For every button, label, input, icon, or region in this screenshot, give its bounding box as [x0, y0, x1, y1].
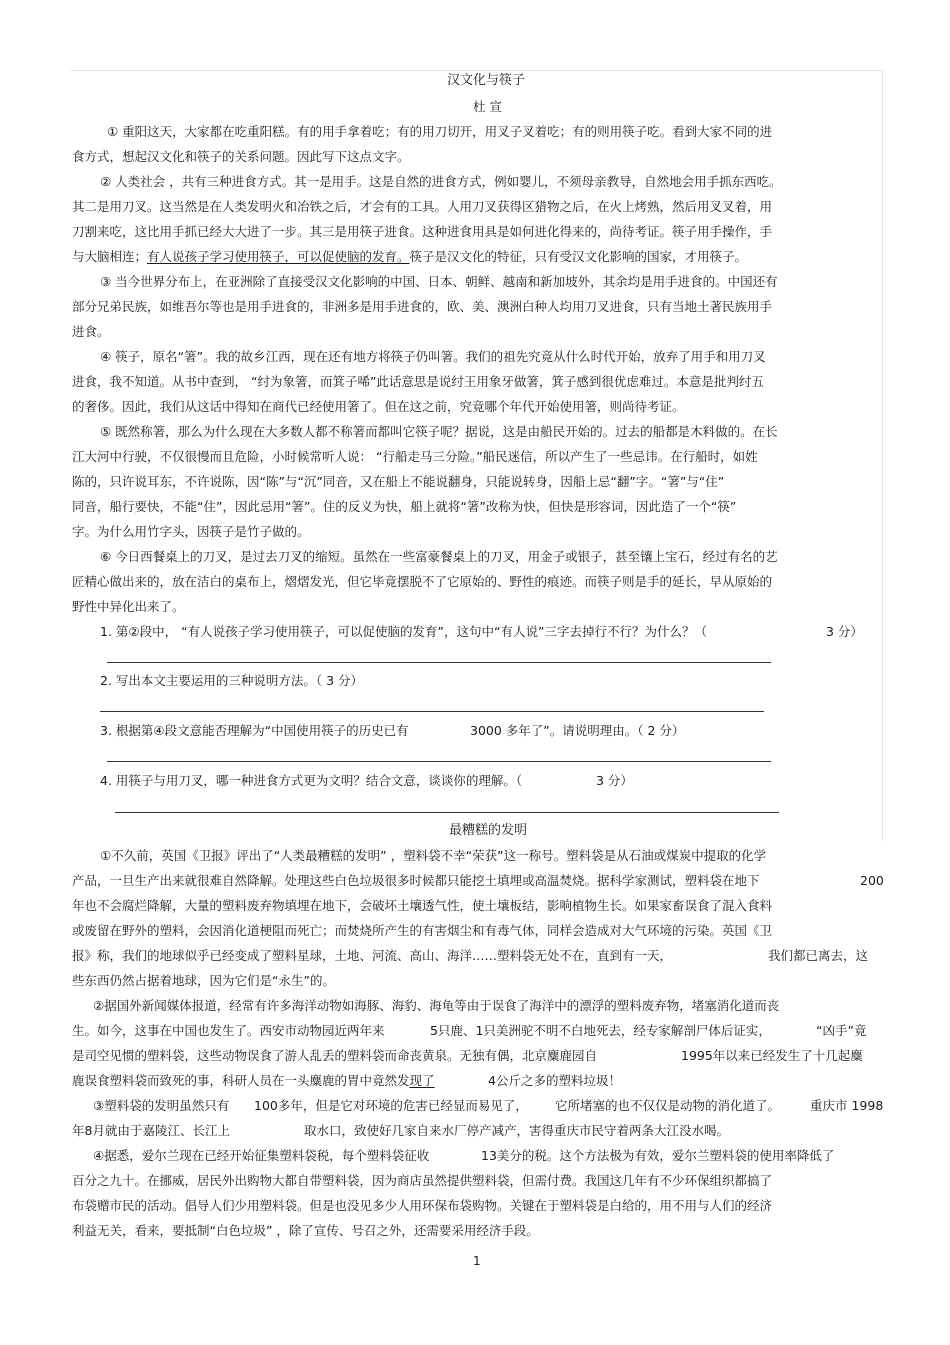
- paragraph-line: ① 重阳这天，大家都在吃重阳糕。有的用手拿着吃；有的用刀切开，用叉子叉着吃；有的则用筷子吃。看到大家不同的进: [107, 124, 773, 139]
- answer-line-2[interactable]: [100, 711, 764, 712]
- article-title: 汉文化与筷子: [447, 73, 526, 88]
- question-4: 4. 用筷子与用刀叉，哪一种进食方式更为文明？结合文意，谈谈你的理解。（: [100, 773, 523, 788]
- answer-line-3[interactable]: [107, 761, 771, 762]
- answer-line-4[interactable]: [115, 812, 779, 813]
- paragraph-line: 或废留在野外的塑料，会因消化道梗阻而死亡；而焚烧所产生的有害烟尘和有毒气体，同样会造成对大气环境的污染。英国《卫: [72, 923, 773, 938]
- page-number: 1: [473, 1254, 481, 1268]
- paragraph-line: 1995年以来已经发生了十几起麋: [681, 1048, 863, 1063]
- paragraph-number: 200: [860, 873, 884, 888]
- paragraph-line: 13美分的税。这个方法极为有效，爱尔兰塑料袋的使用率降低了: [481, 1148, 835, 1163]
- paragraph-line: 刀割来吃，这比用手抓已经大大进了一步。其三是用筷子进食。这种进食用具是如何进化得来的，尚待考证。筷子用手操作，手: [72, 224, 773, 239]
- paragraph-line: 进食。: [72, 324, 110, 339]
- paragraph-line: 重庆市 1998: [810, 1098, 884, 1113]
- paragraph-line: 鹿误食塑料袋而致死的事，科研人员在一头麋鹿的胃中竟然发现了: [72, 1073, 435, 1088]
- paragraph-line: 匠精心做出来的，放在洁白的桌布上，熠熠发光，但它毕竟摆脱不了它原始的、野性的痕迹。而筷子则是手的延长，早从原始的: [72, 574, 773, 589]
- paragraph-line: ③ 当今世界分布上，在亚洲除了直接受汉文化影响的中国、日本、朝鲜、越南和新加坡外，其余均是用手进食的。中国还有: [100, 274, 778, 289]
- question-2: 2. 写出本文主要运用的三种说明方法。（ 3 分）: [100, 673, 364, 688]
- paragraph-line: 5只鹿、1只美洲驼不明不白地死去，经专家解剖尸体后证实，: [430, 1023, 771, 1038]
- paragraph-line: 陈的，只许说耳东，不许说陈，因“陈”与“沉”同音，又在船上不能说翻身，只能说转身，因船上忌“翻”字。“箸”与“住”: [72, 474, 725, 489]
- paragraph-line: 它所堵塞的也不仅仅是动物的消化道了。: [555, 1098, 781, 1113]
- paragraph-line: 百分之九十。在挪威，居民外出购物大都自带塑料袋，因为商店虽然提供塑料袋，但需付费。我国这几年有不少环保组织都搞了: [72, 1173, 773, 1188]
- paragraph-line: “凶手”竟: [816, 1023, 867, 1038]
- paragraph-line: ② 人类社会 ，共有三种进食方式。其一是用手。这是自然的进食方式，例如婴儿，不须母亲教导，自然地会用手抓东西吃。: [100, 174, 782, 189]
- question-1: 1. 第②段中， “有人说孩子学习使用筷子，可以促使脑的发育”，这句中“有人说”三字去掉行不行？为什么？（: [100, 624, 707, 639]
- paragraph-line: 进食，我不知道。从书中查到， “纣为象箸，而箕子唏”此话意思是说纣王用象牙做箸，箕子感到很优虑难过。本意是批判纣五: [72, 374, 764, 389]
- underlined-word: 现了: [409, 1073, 435, 1088]
- article-title: 最糟糕的发明: [449, 823, 528, 838]
- paragraph-line: 我们都已离去，这: [768, 948, 869, 963]
- paragraph-line: 野性中异化出来了。: [72, 599, 185, 614]
- paragraph-line: ③塑料袋的发明虽然只有: [93, 1098, 230, 1113]
- paragraph-line: ④ 筷子，原名“箸”。我的故乡江西，现在还有地方将筷子仍叫箸。我们的祖先究竟从什么时代开始，放弃了用手和用刀叉: [100, 349, 766, 364]
- question-3-score: 3000 多年了”。请说明理由。（ 2 分）: [470, 723, 685, 738]
- paragraph-line: ②据国外新闻媒体报道，经常有许多海洋动物如海豚、海豹、海龟等由于误食了海洋中的漂浮的塑料废弃物，堵塞消化道而丧: [93, 998, 780, 1013]
- paragraph-line: 年8月就由于嘉陵江、长江上: [72, 1123, 230, 1138]
- paragraph-line: 的奢侈。因此，我们从这话中得知在商代已经使用箸了。但在这之前，究竟哪个年代开始使用箸，则尚待考证。: [72, 399, 685, 414]
- paragraph-line: 利益无关，看来，要抵制“白色垃圾” ，除了宣传、号召之外，还需要采用经济手段。: [72, 1223, 539, 1238]
- article-author: 杜 宣: [473, 99, 502, 114]
- paragraph-line: 江大河中行驶，不仅很慢而且危险，小时候常听人说： “行船走马三分险。”船民迷信，所以产生了一些忌讳。在行船时，如姓: [72, 449, 758, 464]
- paragraph-line: 字。为什么用竹字头，因筷子是竹子做的。: [72, 524, 310, 539]
- paragraph-line: 些东西仍然占据着地球，因为它们是“永生”的。: [72, 973, 335, 988]
- paragraph-line: 100多年，但是它对环境的危害已经显而易见了，: [254, 1098, 528, 1113]
- paragraph-line: 与大脑相连；有人说孩子学习使用筷子，可以促使脑的发育。筷子是汉文化的特征，只有受汉文化影响的国家，才用筷子。: [72, 249, 748, 264]
- paragraph-line: ⑤ 既然称箸，那么为什么现在大多数人都不称箸而都叫它筷子呢？据说，这是由船民开始的。过去的船都是木料做的。在长: [100, 424, 778, 439]
- paragraph-line: 产品，一旦生产出来就很难自然降解。处理这些白色垃圾很多时候都只能挖土填埋或高温焚烧。据科学家测试，塑料袋在地下: [72, 873, 760, 888]
- question-1-score: 3 分）: [826, 624, 863, 639]
- paragraph-line: 同音，船行要快，不能“住”，因此忌用“箸”。住的反义为快，船上就将“箸”改称为快，但快是形容词，因此造了一个“筷”: [72, 499, 737, 514]
- paragraph-line: 报》称，我们的地球似乎已经变成了塑料星球，土地、河流、高山、海洋……塑料袋无处不在，直到有一天，: [72, 948, 673, 963]
- paragraph-line: 年也不会腐烂降解，大量的塑料废弃物填埋在地下，会破坏土壤透气性，使土壤板结，影响植物生长。如果家畜误食了混入食料: [72, 898, 773, 913]
- paragraph-line: 其二是用刀叉。这当然是在人类发明火和冶铁之后，才会有的工具。人用刀叉获得区猎物之后，在火上烤熟，然后用叉叉着，用: [72, 199, 773, 214]
- paragraph-line: 食方式，想起汉文化和筷子的关系问题。因此写下这点文字。: [72, 149, 410, 164]
- paragraph-line: 是司空见惯的塑料袋，这些动物误食了游人乱丢的塑料袋而命丧黄泉。无独有偶，北京麋鹿园自: [72, 1048, 598, 1063]
- underlined-sentence: 有人说孩子学习使用筷子，可以促使脑的发育。: [147, 249, 410, 264]
- paragraph-line: 布袋赠市民的活动。倡导人们少用塑料袋。但是也没见多少人用环保布袋购物。关键在于塑料袋是白给的，用不用与人们的经济: [72, 1198, 773, 1213]
- paragraph-line: ④据悉，爱尔兰现在已经开始征集塑料袋税，每个塑料袋征收: [93, 1148, 430, 1163]
- paragraph-line: 生。如今，这事在中国也发生了。西安市动物园近两年来: [72, 1023, 385, 1038]
- answer-line-1[interactable]: [107, 662, 771, 663]
- paragraph-line: 4公斤之多的塑料垃圾！: [488, 1073, 621, 1088]
- question-4-score: 3 分）: [596, 773, 633, 788]
- paragraph-line: 取水口，致使好几家自来水厂停产减产，害得重庆市民守着两条大江没水喝。: [304, 1123, 730, 1138]
- paragraph-line: ①不久前，英国《卫报》评出了“人类最糟糕的发明” ，塑料袋不幸“荣获”这一称号。塑料袋是从石油或煤炭中提取的化学: [100, 848, 767, 863]
- paragraph-line: 部分兄弟民族，如维吾尔等也是用手进食的，非洲多是用手进食的，欧、美、澳洲白种人均用刀叉进食，只有当地土著民族用手: [72, 299, 773, 314]
- paragraph-line: ⑥ 今日西餐桌上的刀叉，是过去刀叉的缩短。虽然在一些富豪餐桌上的刀叉，用金子或银子，甚至镶上宝石，经过有名的艺: [100, 549, 778, 564]
- question-3: 3. 根据第④段文意能否理解为“中国使用筷子的历史已有: [100, 723, 409, 738]
